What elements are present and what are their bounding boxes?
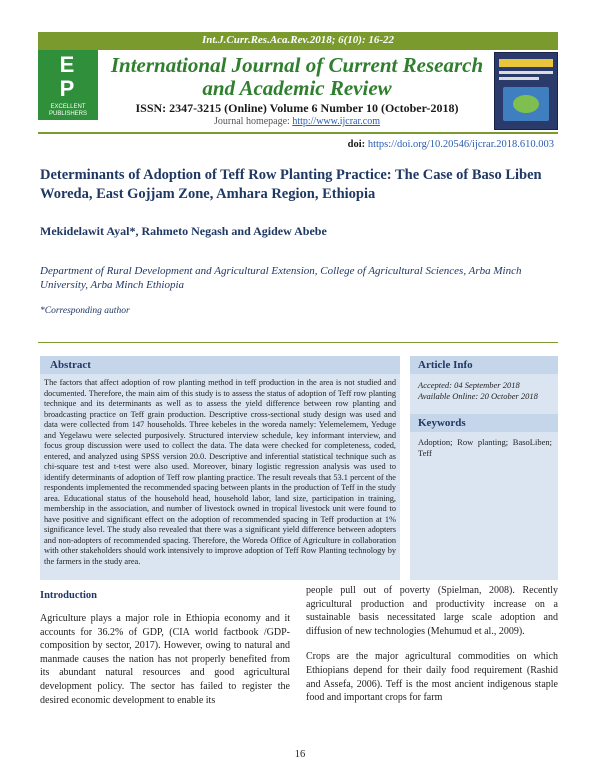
doi-link[interactable]: https://doi.org/10.20546/ijcrar.2018.610.003 [367,139,554,150]
journal-homepage [100,116,494,127]
paper-title: Determinants of Adoption of Teff Row Planting Practice: The Case of Baso Liben Woreda, East Gojjam Zone, Amhara Region, Ethiopia [40,167,542,202]
authors: Mekidelawit Ayal*, Rahmeto Negash and Agidew Abebe [40,224,327,238]
keywords-list: Adoption; Row planting; BasoLiben; Teff [418,437,552,458]
header-divider [38,132,558,134]
homepage-label: Journal homepage: [214,116,293,127]
affiliation: Department of Rural Development and Agricultural Extension, College of Agricultural Sciences, Arba Minch University, Arba Minch Ethiopia [40,265,522,291]
publisher-logo [38,50,98,120]
abstract-text: The factors that affect adoption of row planting method in teff production in the area is not studied and documented. Therefore, the main aim of this study is to assess the status of adoption of Teff row planting technique and its determinants as well as to assess the yield difference between row planting and broadcasting practice on Teff grain production. Descriptive cross-sectional study design was used and data were collected from 147 households. Three kebeles in the woreda namely: Yelemelemem, Yeduge and Yegelawu were selected purposively. Structured interview schedule, key informant interview, and focus group discussion were used to collect the data. The data were checked for completeness, coded, entered, and analyzed using SPSS version 20.0. Descriptive and inferential statistical technique such as chi-square test and t-test were also used. Moreover, binary logistic regression analysis was used to identify determinants of adoption of Teff row planting practice. The result reveals that 53.1 percent of the respondents implemented the recommended spacing between plants in the production of Teff in the study area. Educational status of the household head, household labor, land size, participation in training, membership in the association, and number of livestock owned in tropical livestock unit were found to have positive and significant effect on the adoption of recommended spacing in Teff production at 1% significance level. The study also revealed that there was a significant yield difference between adopters and non-adopters of recommended spacing. Therefore, the Woreda Office of Agriculture in collaboration with other stakeholders should work intensively to improve adoption of Teff Row Planting technology by the farmers in the study area. [44,378,396,566]
paragraph: Crops are the major agricultural commodities on which Ethiopians depend for their daily food requirement (Rashid and Assefa, 2006). Teff is the most ancient indigenous staple food and important crops for farm [306,651,558,704]
corresponding-author-note: *Corresponding author [40,306,130,316]
abstract-header [40,356,400,374]
homepage-link[interactable]: http://www.ijcrar.com [292,116,380,127]
logo-letter-p: P [59,76,77,101]
doi-line [300,139,554,150]
logo-letter-e: E [59,52,77,77]
section-divider [38,342,558,343]
citation-line: Int.J.Curr.Res.Aca.Rev.2018; 6(10): 16-22 [201,34,395,46]
abstract-heading: Abstract [50,359,91,371]
page-number: 16 [294,749,306,760]
available-date: Available Online: 20 October 2018 [418,391,538,401]
article-info-heading: Article Info [418,359,473,371]
doi-label: doi: [347,139,366,150]
keywords-heading: Keywords [418,417,466,429]
accepted-date: Accepted: 04 September 2018 [418,380,520,390]
issn-line: ISSN: 2347-3215 (Online) Volume 6 Number 10 (October-2018) [135,101,459,115]
journal-title: International Journal of Current Research and Academic Review [110,53,484,100]
body-column-left [40,612,290,719]
logo-caption: EXCELLENT PUBLISHERS [48,104,87,117]
body-column-right [306,584,558,717]
paragraph: Agriculture plays a major role in Ethiopia economy and it accounts for 36.2% of GDP, (CIA world factbook /GDP-composition by sector, 2017). However, owing to natural and manmade causes the nation has not properly benefited from its abundant natural resources and good agricultural development policy. The sector has failed to register the desired economic development to enable its [40,613,290,706]
introduction-heading: Introduction [40,590,97,601]
journal-cover-image [494,52,558,130]
paragraph: people pull out of poverty (Spielman, 2008). Recently agricultural production and productivity increase on a sustainable basis necessitated large scale adoption and diffusion of new technologies (Mehumud et al., 2009). [306,585,558,637]
